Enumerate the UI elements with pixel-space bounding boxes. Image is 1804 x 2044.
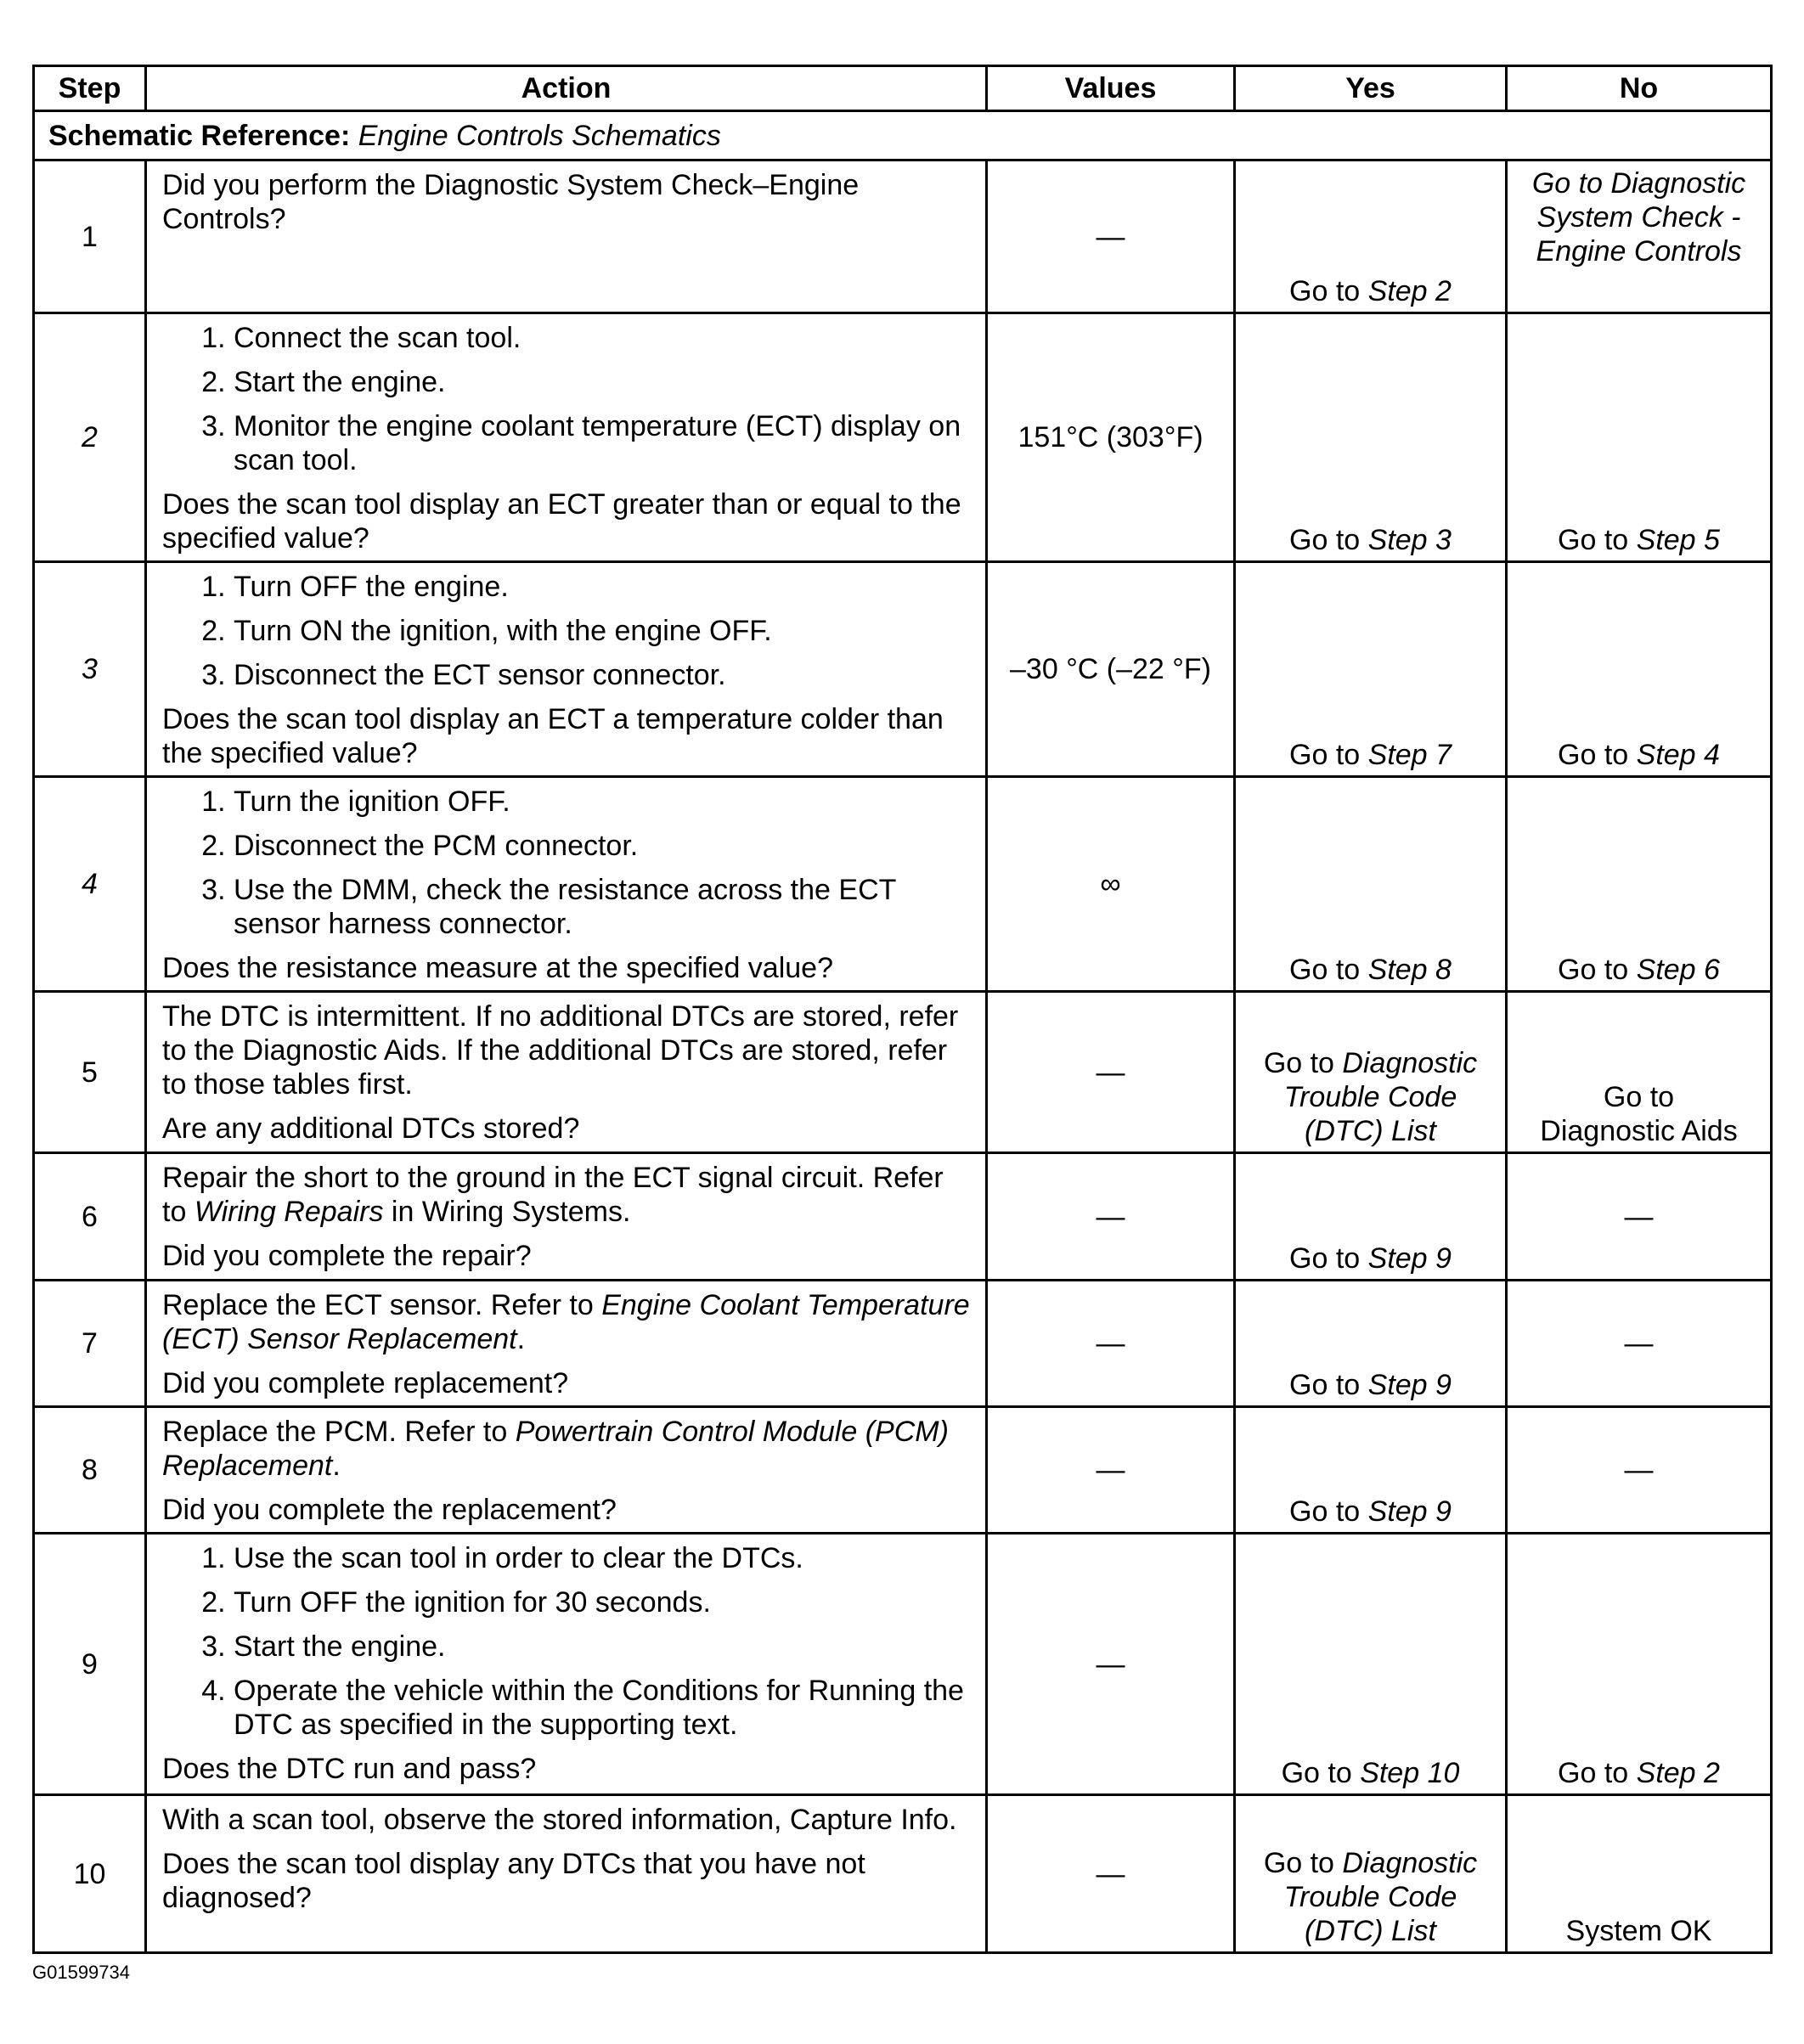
yes-prefix: Go to	[1289, 275, 1368, 307]
table-row	[34, 992, 1772, 1153]
action-item: 3. Use the DMM, check the resistance across the ECT sensor harness connector.	[234, 873, 975, 941]
yes-prefix: Go to	[1289, 1242, 1368, 1275]
action-text: With a scan tool, observe the stored information, Capture Info.	[162, 1804, 957, 1836]
action-question: Does the DTC run and pass?	[162, 1753, 537, 1785]
action-cell	[146, 777, 987, 992]
no-cell	[1507, 160, 1772, 313]
yes-target: Step 8	[1367, 954, 1452, 986]
action-reference: Powertrain Control Module (PCM) Replacement	[162, 1416, 949, 1482]
yes-prefix: Go to	[1289, 954, 1368, 986]
action-item: 3. Start the engine.	[234, 1630, 975, 1664]
action-item: 1. Turn OFF the engine.	[234, 570, 975, 604]
action-question: Does the scan tool display any DTCs that you have not diagnosed?	[162, 1848, 865, 1914]
action-cell	[146, 160, 987, 313]
action-cell	[146, 1795, 987, 1953]
no-target: Step 2	[1636, 1757, 1720, 1789]
action-text	[162, 1161, 975, 1229]
value-cell: —	[987, 1534, 1235, 1795]
action-question: Are any additional DTCs stored?	[162, 1112, 580, 1145]
yes-cell	[1235, 992, 1507, 1153]
action-text-part: .	[516, 1323, 526, 1355]
table-row	[34, 313, 1772, 562]
document-code: G01599734	[32, 1962, 130, 1983]
yes-cell	[1235, 1153, 1507, 1281]
table-row	[34, 562, 1772, 777]
action-question: Does the scan tool display an ECT greater than or equal to the specified value?	[162, 488, 961, 555]
action-question: Did you complete the repair?	[162, 1240, 532, 1272]
no-cell	[1507, 1795, 1772, 1953]
yes-prefix: Go to	[1281, 1757, 1361, 1789]
yes-target: Diagnostic Trouble Code (DTC) List	[1283, 1047, 1478, 1147]
action-item: 1. Connect the scan tool.	[234, 321, 975, 355]
action-text-part: Replace the PCM. Refer to	[162, 1416, 516, 1448]
yes-target: Step 9	[1367, 1495, 1452, 1528]
yes-target: Step 9	[1367, 1369, 1452, 1401]
action-list	[162, 321, 975, 477]
header-no: No	[1507, 66, 1772, 111]
yes-prefix: Go to	[1289, 1495, 1368, 1528]
action-reference: Engine Coolant Temperature (ECT) Sensor Replacement	[162, 1289, 970, 1355]
no-target: Go to Diagnostic System Check - Engine Controls	[1531, 167, 1746, 267]
action-text	[162, 1415, 975, 1483]
table-row	[34, 777, 1772, 992]
table-row	[34, 160, 1772, 313]
table-row	[34, 1281, 1772, 1407]
action-item: 2. Start the engine.	[234, 365, 975, 399]
no-cell	[1507, 992, 1772, 1153]
no-prefix: Go to	[1558, 739, 1637, 771]
action-cell	[146, 1407, 987, 1534]
action-question: Does the scan tool display an ECT a temperature colder than the specified value?	[162, 703, 944, 769]
action-text-part: in Wiring Systems.	[383, 1196, 631, 1228]
no-cell	[1507, 313, 1772, 562]
diagnostic-table	[32, 65, 1773, 1954]
yes-cell	[1235, 562, 1507, 777]
action-text-part: Repair the short to the ground in the ECT signal circuit. Refer to	[162, 1162, 944, 1228]
yes-prefix: Go to	[1289, 739, 1368, 771]
schematic-reference-value: Engine Controls Schematics	[358, 119, 721, 152]
step-number: 5	[34, 992, 146, 1153]
value-cell: —	[987, 1407, 1235, 1534]
action-item: 2. Turn ON the ignition, with the engine OFF.	[234, 614, 975, 648]
value-cell: –30 °C (–22 °F)	[987, 562, 1235, 777]
no-target: Step 4	[1636, 739, 1720, 771]
no-cell	[1507, 562, 1772, 777]
action-question: Did you complete the replacement?	[162, 1494, 617, 1526]
yes-prefix: Go to	[1263, 1047, 1343, 1079]
action-list	[162, 570, 975, 692]
no-cell	[1507, 1534, 1772, 1795]
table-row	[34, 1407, 1772, 1534]
action-text-part: .	[332, 1450, 341, 1482]
yes-cell	[1235, 1534, 1507, 1795]
schematic-reference-label: Schematic Reference:	[48, 119, 351, 152]
yes-prefix: Go to	[1263, 1847, 1343, 1879]
header-action: Action	[146, 66, 987, 111]
step-number: 9	[34, 1534, 146, 1795]
yes-target: Step 2	[1367, 275, 1452, 307]
step-number: 7	[34, 1281, 146, 1407]
action-item: 1. Turn the ignition OFF.	[234, 785, 975, 819]
action-item: 3. Monitor the engine coolant temperature (ECT) display on scan tool.	[234, 409, 975, 477]
action-item: 1. Use the scan tool in order to clear the DTCs.	[234, 1541, 975, 1575]
step-number: 4	[34, 777, 146, 992]
yes-cell	[1235, 1795, 1507, 1953]
table-row	[34, 1795, 1772, 1953]
action-cell	[146, 562, 987, 777]
step-number: 3	[34, 562, 146, 777]
yes-prefix: Go to	[1289, 1369, 1368, 1401]
action-list	[162, 785, 975, 941]
action-text	[162, 1288, 975, 1356]
value-cell: 151°C (303°F)	[987, 313, 1235, 562]
no-target: Go to Diagnostic Aids	[1540, 1081, 1738, 1147]
yes-cell	[1235, 1281, 1507, 1407]
action-cell	[146, 1281, 987, 1407]
header-yes: Yes	[1235, 66, 1507, 111]
yes-cell	[1235, 313, 1507, 562]
value-cell: —	[987, 1795, 1235, 1953]
action-text: The DTC is intermittent. If no additional DTCs are stored, refer to the Diagnostic Aids. If the additional DTCs are stored, refer to those tables first.	[162, 1000, 959, 1101]
no-cell: —	[1507, 1407, 1772, 1534]
action-question: Did you complete replacement?	[162, 1367, 569, 1399]
yes-cell	[1235, 160, 1507, 313]
no-cell: —	[1507, 1153, 1772, 1281]
diagnostic-table-sheet	[32, 65, 1770, 1954]
value-cell: ∞	[987, 777, 1235, 992]
no-cell	[1507, 777, 1772, 992]
step-number: 1	[34, 160, 146, 313]
value-cell: —	[987, 160, 1235, 313]
action-cell	[146, 1534, 987, 1795]
action-item: 3. Disconnect the ECT sensor connector.	[234, 658, 975, 692]
yes-cell	[1235, 1407, 1507, 1534]
table-row	[34, 1534, 1772, 1795]
step-number: 6	[34, 1153, 146, 1281]
no-target: Step 6	[1636, 954, 1720, 986]
yes-target: Step 3	[1367, 524, 1452, 556]
action-cell	[146, 313, 987, 562]
value-cell: —	[987, 992, 1235, 1153]
action-text-part: Replace the ECT sensor. Refer to	[162, 1289, 602, 1321]
action-item: 2. Turn OFF the ignition for 30 seconds.	[234, 1585, 975, 1619]
action-item: 2. Disconnect the PCM connector.	[234, 829, 975, 863]
no-prefix: Go to	[1558, 524, 1637, 556]
header-step: Step	[34, 66, 146, 111]
action-question: Does the resistance measure at the specified value?	[162, 952, 834, 984]
action-text: Did you perform the Diagnostic System Check–Engine Controls?	[162, 169, 860, 235]
yes-target: Diagnostic Trouble Code (DTC) List	[1283, 1847, 1478, 1947]
action-cell	[146, 992, 987, 1153]
table-row	[34, 1153, 1772, 1281]
yes-target: Step 7	[1367, 739, 1452, 771]
step-number: 10	[34, 1795, 146, 1953]
yes-target: Step 10	[1360, 1757, 1460, 1789]
action-reference: Wiring Repairs	[194, 1196, 384, 1228]
no-target: Step 5	[1636, 524, 1720, 556]
yes-prefix: Go to	[1289, 524, 1368, 556]
yes-target: Step 9	[1367, 1242, 1452, 1275]
action-cell	[146, 1153, 987, 1281]
no-target: System OK	[1565, 1915, 1712, 1947]
schematic-reference-row	[34, 111, 1772, 160]
step-number: 8	[34, 1407, 146, 1534]
step-number: 2	[34, 313, 146, 562]
no-prefix: Go to	[1558, 954, 1637, 986]
action-list	[162, 1541, 975, 1742]
no-prefix: Go to	[1558, 1757, 1637, 1789]
value-cell: —	[987, 1281, 1235, 1407]
value-cell: —	[987, 1153, 1235, 1281]
yes-cell	[1235, 777, 1507, 992]
header-row	[34, 66, 1772, 111]
no-cell: —	[1507, 1281, 1772, 1407]
header-values: Values	[987, 66, 1235, 111]
action-item: 4. Operate the vehicle within the Conditions for Running the DTC as specified in the supporting text.	[234, 1674, 975, 1742]
schematic-reference	[34, 111, 1772, 160]
